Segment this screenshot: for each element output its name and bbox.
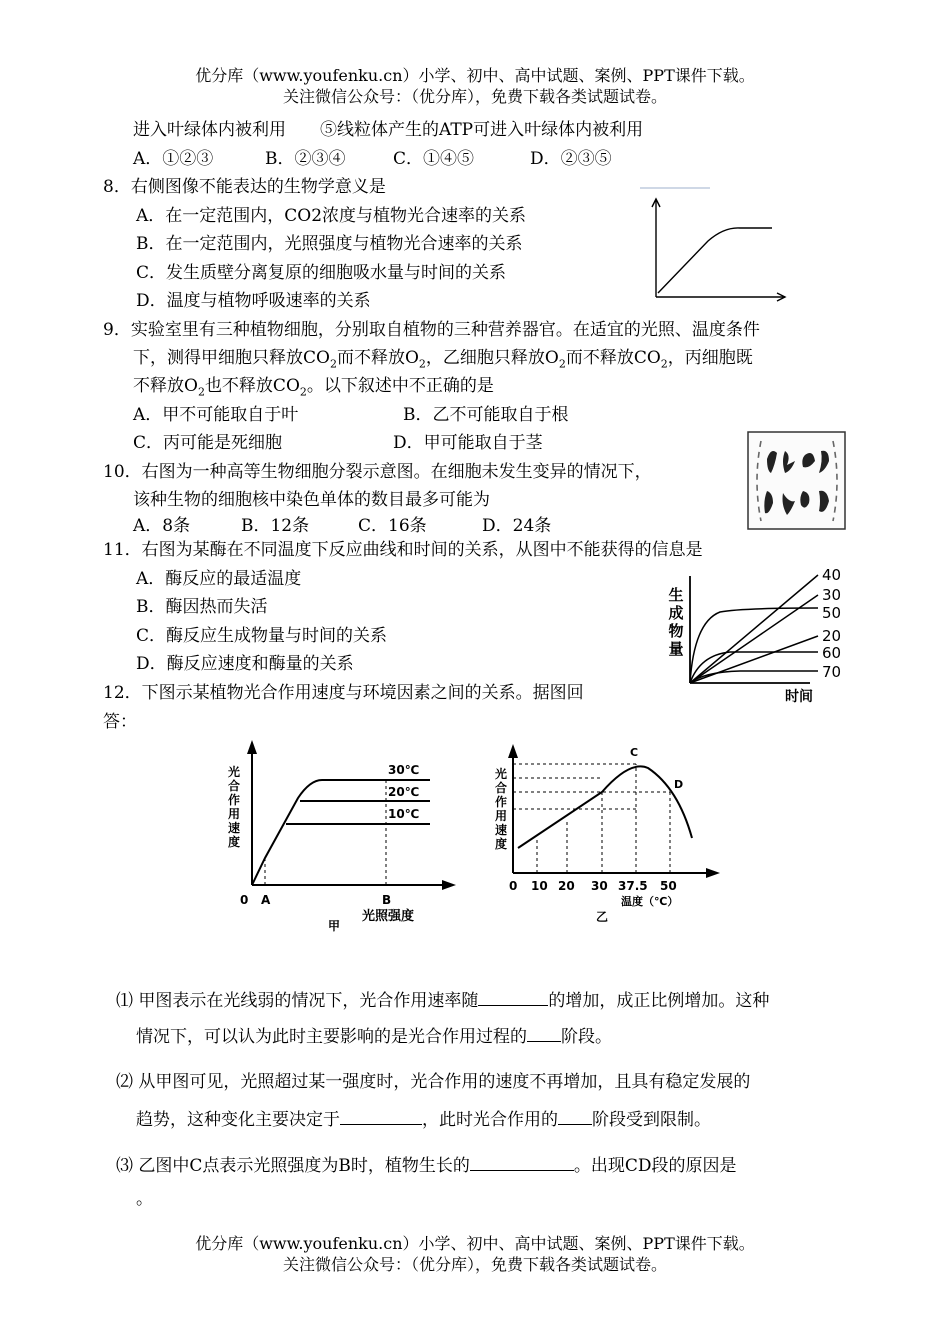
q12-s1-blank-2[interactable] — [527, 1024, 561, 1042]
q11-curve-40 — [690, 575, 818, 683]
q12-s3-line-1: ⑶ 乙图中C点表示光照强度为B时，植物生长的 。出现CD段的原因是 — [116, 1153, 737, 1177]
q12-chart-jia — [220, 738, 470, 938]
jia-caption: 甲 — [328, 919, 341, 933]
jia-tick-a: A — [261, 893, 271, 907]
jia-ylabel-6: 度 — [227, 835, 241, 849]
header-line-1: 优分库（www.youfenku.cn）小学、初中、高中试题、案例、PPT课件下载。 — [195, 66, 755, 85]
jia-origin: 0 — [240, 893, 249, 907]
yi-tick-10: 10 — [531, 879, 548, 893]
q11-option-a: A．酶反应的最适温度 — [136, 569, 302, 589]
q12-s3-line-2: 。 — [136, 1189, 153, 1209]
q9-line-1: 9．实验室里有三种植物细胞，分别取自植物的三种营养器官。在适宜的光照、温度条件 — [103, 320, 760, 340]
q12-s2-line-2: 趋势，这种变化主要决定于 ，此时光合作用的 阶段受到限制。 — [136, 1107, 711, 1131]
q10-option-b: B．12条 — [241, 516, 310, 536]
yi-tick-50: 50 — [660, 879, 677, 893]
q11-ylabel-2: 成 — [668, 604, 684, 622]
yi-ylabel-6: 度 — [494, 837, 508, 851]
jia-ylabel-5: 速 — [227, 821, 241, 835]
q8-option-d: D．温度与植物呼吸速率的关系 — [136, 291, 371, 311]
q8-stem: 8．右侧图像不能表达的生物学意义是 — [103, 177, 386, 197]
q12-s2-blank-2[interactable] — [558, 1107, 592, 1125]
jia-ylabel-4: 用 — [227, 807, 241, 821]
q12-s1-blank-1[interactable] — [478, 988, 548, 1006]
q12-s3-blank-1[interactable] — [470, 1153, 574, 1171]
jia-y-arrow — [247, 740, 257, 754]
q9-option-b: B．乙不可能取自于根 — [403, 405, 569, 425]
q9-line-3: 不释放$O_2$也不释放$CO_2$。以下叙述中不正确的是 — [133, 376, 494, 399]
q8-option-c: C．发生质壁分离复原的细胞吸水量与时间的关系 — [136, 263, 507, 283]
q10-option-a: A．8条 — [133, 516, 191, 536]
header-line-2: 关注微信公众号：（优分库），免费下载各类试题试卷。 — [282, 87, 667, 106]
q8-curve — [658, 228, 772, 293]
q12-s1-line-1: ⑴ 甲图表示在光线弱的情况下，光合作用速率随 的增加，成正比例增加。这种 — [116, 988, 769, 1012]
jia-label-20: 20℃ — [388, 785, 420, 799]
yi-xlabel: 温度（℃） — [621, 895, 679, 908]
q10-option-c: C．16条 — [358, 516, 427, 536]
q9-option-d: D．甲可能取自于茎 — [393, 433, 543, 453]
q7-option-b: B．②③④ — [265, 149, 346, 169]
jia-ylabel-2: 合 — [227, 779, 241, 793]
q11-ylabel-4: 量 — [668, 640, 684, 658]
q11-option-b: B．酶因热而失活 — [136, 597, 268, 617]
q11-label-70: 70 — [822, 663, 842, 681]
yi-ylabel-2: 合 — [494, 781, 508, 795]
q8-option-b: B．在一定范围内，光照强度与植物光合速率的关系 — [136, 234, 523, 254]
q7-continuation: 进入叶绿体内被利用 ⑤线粒体产生的ATP可进入叶绿体内被利用 — [133, 120, 644, 140]
jia-x-arrow — [442, 880, 456, 890]
jia-label-30: 30℃ — [388, 763, 420, 777]
q11-label-30: 30 — [822, 586, 842, 604]
yi-point-d: D — [674, 778, 684, 791]
q8-option-a: A．在一定范围内，CO2浓度与植物光合速率的关系 — [136, 206, 527, 226]
yi-y-arrow — [508, 744, 518, 758]
q11-ylabel-1: 生 — [668, 586, 684, 604]
q7-option-c: C．①④⑤ — [393, 149, 475, 169]
yi-ylabel-5: 速 — [494, 823, 508, 837]
yi-ylabel-1: 光 — [494, 767, 508, 781]
q11-label-40: 40 — [822, 566, 842, 584]
cell-frame — [748, 432, 845, 529]
q7-option-a: A．①②③ — [133, 149, 214, 169]
yi-ylabel-4: 用 — [494, 809, 508, 823]
jia-ylabel-1: 光 — [227, 765, 241, 779]
yi-tick-0: 0 — [509, 879, 518, 893]
yi-ylabel-3: 作 — [494, 795, 508, 809]
q10-line-2: 该种生物的细胞核中染色单体的数目最多可能为 — [133, 490, 490, 510]
q12-chart-yi — [490, 740, 730, 935]
q10-option-d: D．24条 — [482, 516, 552, 536]
jia-ylabel-3: 作 — [227, 793, 241, 807]
yi-point-c: C — [630, 746, 639, 759]
q7-option-d: D．②③⑤ — [530, 149, 612, 169]
q11-label-60: 60 — [822, 644, 842, 662]
yi-tick-20: 20 — [558, 879, 575, 893]
q11-curve-20 — [690, 636, 818, 683]
q12-s2-blank-1[interactable] — [340, 1107, 422, 1125]
jia-label-10: 10℃ — [388, 807, 420, 821]
q9-option-c: C．丙可能是死细胞 — [133, 433, 283, 453]
q10-line-1: 10．右图为一种高等生物细胞分裂示意图。在细胞未发生变异的情况下， — [103, 462, 652, 482]
q12-line-1: 12．下图示某植物光合作用速度与环境因素之间的关系。据图回 — [103, 683, 584, 703]
footer-line-1: 优分库（www.youfenku.cn）小学、初中、高中试题、案例、PPT课件下载。 — [195, 1234, 755, 1253]
q12-s1-line-2: 情况下，可以认为此时主要影响的是光合作用过程的 阶段。 — [136, 1024, 612, 1048]
yi-tick-375: 37.5 — [618, 879, 648, 893]
jia-xlabel: 光照强度 — [362, 909, 415, 924]
q11-label-20: 20 — [822, 627, 842, 645]
q9-option-a: A．甲不可能取自于叶 — [133, 405, 299, 425]
q8-saturation-graph — [640, 185, 800, 305]
q11-stem: 11．右图为某酶在不同温度下反应曲线和时间的关系，从图中不能获得的信息是 — [103, 540, 703, 560]
q11-label-50: 50 — [822, 604, 842, 622]
q11-xlabel: 时间 — [785, 689, 813, 705]
cell-division-image — [747, 431, 847, 531]
q11-option-c: C．酶反应生成物量与时间的关系 — [136, 626, 388, 646]
q11-option-d: D．酶反应速度和酶量的关系 — [136, 654, 354, 674]
yi-curve — [518, 766, 692, 848]
yi-tick-30: 30 — [591, 879, 608, 893]
q9-line-2: 下，测得甲细胞只释放$CO_2$而不释放$O_2$，乙细胞只释放$O_2$而不释放$CO_2$，丙细胞既 — [133, 348, 753, 371]
q12-s2-line-1: ⑵ 从甲图可见，光照超过某一强度时，光合作用的速度不再增加，且具有稳定发展的 — [116, 1072, 751, 1092]
q12-line-2: 答： — [103, 712, 137, 732]
yi-x-arrow — [706, 868, 720, 878]
q11-enzyme-chart — [660, 560, 850, 710]
footer-line-2: 关注微信公众号：（优分库），免费下载各类试题试卷。 — [282, 1255, 667, 1274]
q11-curve-70 — [690, 671, 818, 683]
jia-tick-b: B — [382, 893, 392, 907]
yi-caption: 乙 — [596, 910, 609, 924]
q11-ylabel-3: 物 — [668, 622, 684, 640]
